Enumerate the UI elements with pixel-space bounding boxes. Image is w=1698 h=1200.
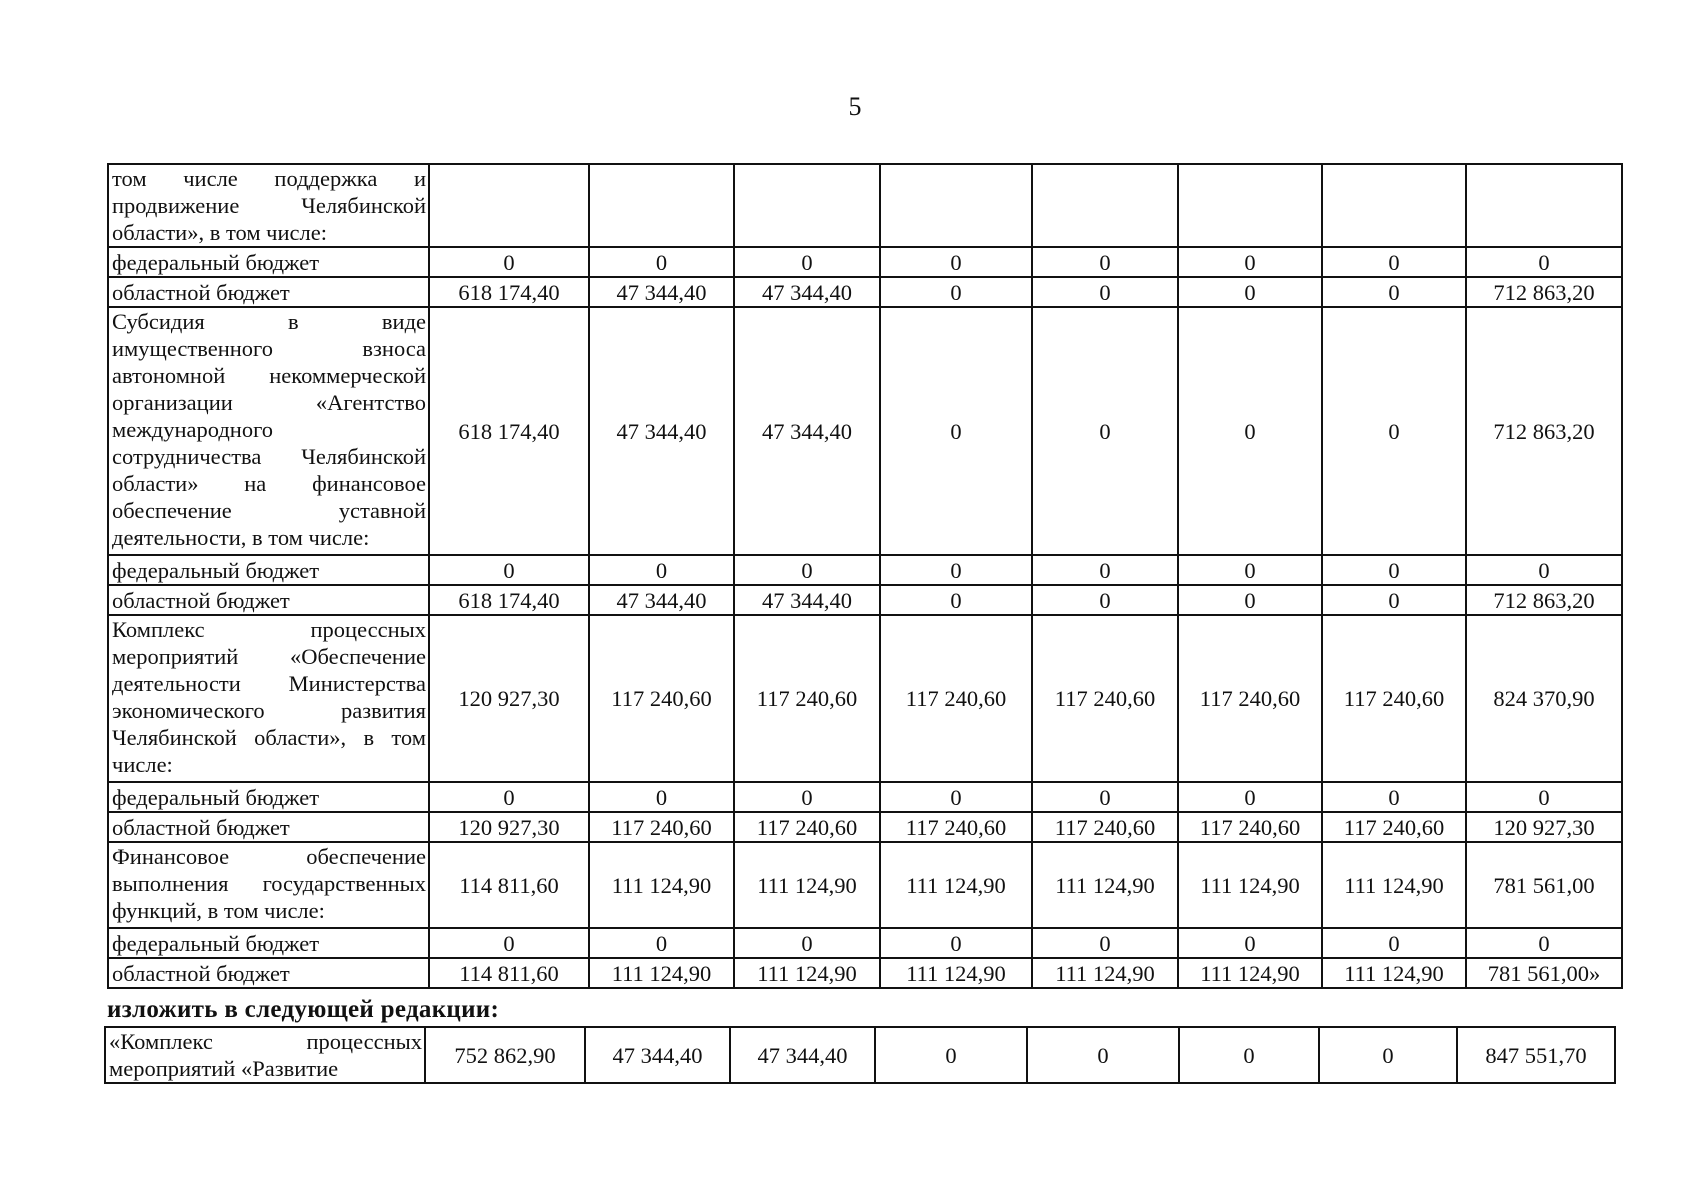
table-row — [108, 555, 1622, 585]
value-cell: 47 344,40 — [730, 1027, 875, 1083]
value-cell: 0 — [1179, 1027, 1319, 1083]
value-cell: 117 240,60 — [1178, 812, 1322, 842]
row-label: Субсидия в виде имущественного взноса автономной некоммерческой организации «Агентство международного сотрудничества Челябинской области» на финансовое обеспечение уставной деятельности, в том числе: — [108, 307, 429, 555]
value-cell: 0 — [429, 555, 589, 585]
table-row — [108, 842, 1622, 928]
value-cell: 618 174,40 — [429, 585, 589, 615]
value-cell: 0 — [1178, 585, 1322, 615]
table-row — [108, 615, 1622, 782]
value-cell: 111 124,90 — [1032, 842, 1178, 928]
table-row — [108, 307, 1622, 555]
new-edition-table — [104, 1026, 1616, 1084]
value-cell: 781 561,00» — [1466, 958, 1622, 988]
value-cell: 47 344,40 — [589, 277, 734, 307]
value-cell: 47 344,40 — [585, 1027, 730, 1083]
row-label: том числе поддержка и продвижение Челябинской области», в том числе: — [108, 164, 429, 247]
value-cell: 111 124,90 — [589, 842, 734, 928]
value-cell: 752 862,90 — [425, 1027, 585, 1083]
value-cell: 0 — [1032, 782, 1178, 812]
value-cell: 0 — [1178, 277, 1322, 307]
value-cell: 0 — [880, 928, 1032, 958]
value-cell: 120 927,30 — [1466, 812, 1622, 842]
row-label: федеральный бюджет — [108, 782, 429, 812]
value-cell: 0 — [1466, 555, 1622, 585]
value-cell: 117 240,60 — [1322, 812, 1466, 842]
value-cell: 0 — [734, 928, 880, 958]
value-cell: 0 — [734, 782, 880, 812]
value-cell: 117 240,60 — [1032, 615, 1178, 782]
value-cell: 117 240,60 — [589, 812, 734, 842]
value-cell: 47 344,40 — [734, 307, 880, 555]
value-cell: 712 863,20 — [1466, 307, 1622, 555]
value-cell: 111 124,90 — [880, 842, 1032, 928]
value-cell: 0 — [1322, 928, 1466, 958]
table-row — [108, 782, 1622, 812]
row-label: областной бюджет — [108, 585, 429, 615]
table-row — [108, 164, 1622, 247]
value-cell: 120 927,30 — [429, 615, 589, 782]
budget-table-body — [108, 164, 1622, 988]
value-cell: 0 — [880, 277, 1032, 307]
value-cell: 0 — [1322, 277, 1466, 307]
value-cell: 0 — [1322, 555, 1466, 585]
value-cell — [880, 164, 1032, 247]
row-label: Финансовое обеспечение выполнения государственных функций, в том числе: — [108, 842, 429, 928]
value-cell: 0 — [589, 555, 734, 585]
value-cell: 0 — [1322, 585, 1466, 615]
value-cell: 111 124,90 — [1032, 958, 1178, 988]
value-cell: 0 — [1322, 307, 1466, 555]
row-label: областной бюджет — [108, 277, 429, 307]
value-cell: 0 — [429, 782, 589, 812]
value-cell: 0 — [1322, 782, 1466, 812]
value-cell: 0 — [875, 1027, 1027, 1083]
value-cell: 114 811,60 — [429, 958, 589, 988]
value-cell: 47 344,40 — [589, 307, 734, 555]
value-cell: 0 — [1319, 1027, 1457, 1083]
value-cell — [429, 164, 589, 247]
table-row — [108, 812, 1622, 842]
value-cell: 47 344,40 — [734, 585, 880, 615]
value-cell: 0 — [589, 247, 734, 277]
value-cell: 0 — [1178, 307, 1322, 555]
value-cell: 0 — [1032, 247, 1178, 277]
budget-table — [107, 163, 1623, 989]
value-cell: 111 124,90 — [880, 958, 1032, 988]
section-caption: изложить в следующей редакции: — [107, 996, 500, 1023]
table-row — [108, 585, 1622, 615]
value-cell: 0 — [734, 555, 880, 585]
value-cell: 111 124,90 — [734, 842, 880, 928]
value-cell: 0 — [880, 307, 1032, 555]
value-cell: 712 863,20 — [1466, 585, 1622, 615]
value-cell: 117 240,60 — [734, 615, 880, 782]
value-cell: 0 — [1178, 928, 1322, 958]
value-cell: 0 — [734, 247, 880, 277]
value-cell: 117 240,60 — [880, 615, 1032, 782]
value-cell: 618 174,40 — [429, 307, 589, 555]
value-cell: 781 561,00 — [1466, 842, 1622, 928]
value-cell — [589, 164, 734, 247]
value-cell: 0 — [1466, 928, 1622, 958]
value-cell: 117 240,60 — [1322, 615, 1466, 782]
value-cell: 0 — [1466, 247, 1622, 277]
value-cell: 111 124,90 — [1178, 842, 1322, 928]
value-cell: 0 — [1178, 782, 1322, 812]
row-label: федеральный бюджет — [108, 928, 429, 958]
value-cell: 0 — [1322, 247, 1466, 277]
value-cell: 0 — [1178, 247, 1322, 277]
table-row — [108, 958, 1622, 988]
row-label: областной бюджет — [108, 958, 429, 988]
value-cell — [1466, 164, 1622, 247]
value-cell: 0 — [1032, 307, 1178, 555]
value-cell: 0 — [880, 555, 1032, 585]
value-cell: 117 240,60 — [1178, 615, 1322, 782]
value-cell: 117 240,60 — [589, 615, 734, 782]
value-cell: 0 — [1178, 555, 1322, 585]
value-cell: 0 — [1027, 1027, 1179, 1083]
value-cell: 0 — [589, 928, 734, 958]
value-cell: 0 — [1032, 277, 1178, 307]
value-cell: 0 — [589, 782, 734, 812]
row-label: федеральный бюджет — [108, 247, 429, 277]
value-cell: 0 — [880, 585, 1032, 615]
value-cell: 0 — [1466, 782, 1622, 812]
value-cell: 120 927,30 — [429, 812, 589, 842]
value-cell: 824 370,90 — [1466, 615, 1622, 782]
value-cell: 0 — [429, 928, 589, 958]
table-row — [108, 277, 1622, 307]
table-row — [108, 928, 1622, 958]
value-cell: 111 124,90 — [1322, 958, 1466, 988]
value-cell: 117 240,60 — [1032, 812, 1178, 842]
value-cell — [1322, 164, 1466, 247]
row-label: областной бюджет — [108, 812, 429, 842]
value-cell: 117 240,60 — [734, 812, 880, 842]
row-label: федеральный бюджет — [108, 555, 429, 585]
value-cell: 111 124,90 — [589, 958, 734, 988]
row-label: «Комплекс процессных мероприятий «Развитие — [105, 1027, 425, 1083]
value-cell: 0 — [429, 247, 589, 277]
row-label: Комплекс процессных мероприятий «Обеспечение деятельности Министерства экономического развития Челябинской области», в том числе: — [108, 615, 429, 782]
page-number: 5 — [848, 92, 862, 121]
value-cell: 114 811,60 — [429, 842, 589, 928]
new-edition-table-body — [105, 1027, 1615, 1083]
value-cell: 712 863,20 — [1466, 277, 1622, 307]
value-cell: 47 344,40 — [589, 585, 734, 615]
value-cell: 618 174,40 — [429, 277, 589, 307]
value-cell — [1178, 164, 1322, 247]
value-cell: 0 — [1032, 585, 1178, 615]
value-cell: 117 240,60 — [880, 812, 1032, 842]
value-cell: 111 124,90 — [734, 958, 880, 988]
value-cell — [734, 164, 880, 247]
value-cell: 0 — [1032, 928, 1178, 958]
value-cell: 47 344,40 — [734, 277, 880, 307]
value-cell: 0 — [880, 247, 1032, 277]
value-cell: 0 — [880, 782, 1032, 812]
value-cell: 0 — [1032, 555, 1178, 585]
value-cell: 111 124,90 — [1178, 958, 1322, 988]
table-row — [105, 1027, 1615, 1083]
value-cell: 111 124,90 — [1322, 842, 1466, 928]
value-cell: 847 551,70 — [1457, 1027, 1615, 1083]
table-row — [108, 247, 1622, 277]
value-cell — [1032, 164, 1178, 247]
